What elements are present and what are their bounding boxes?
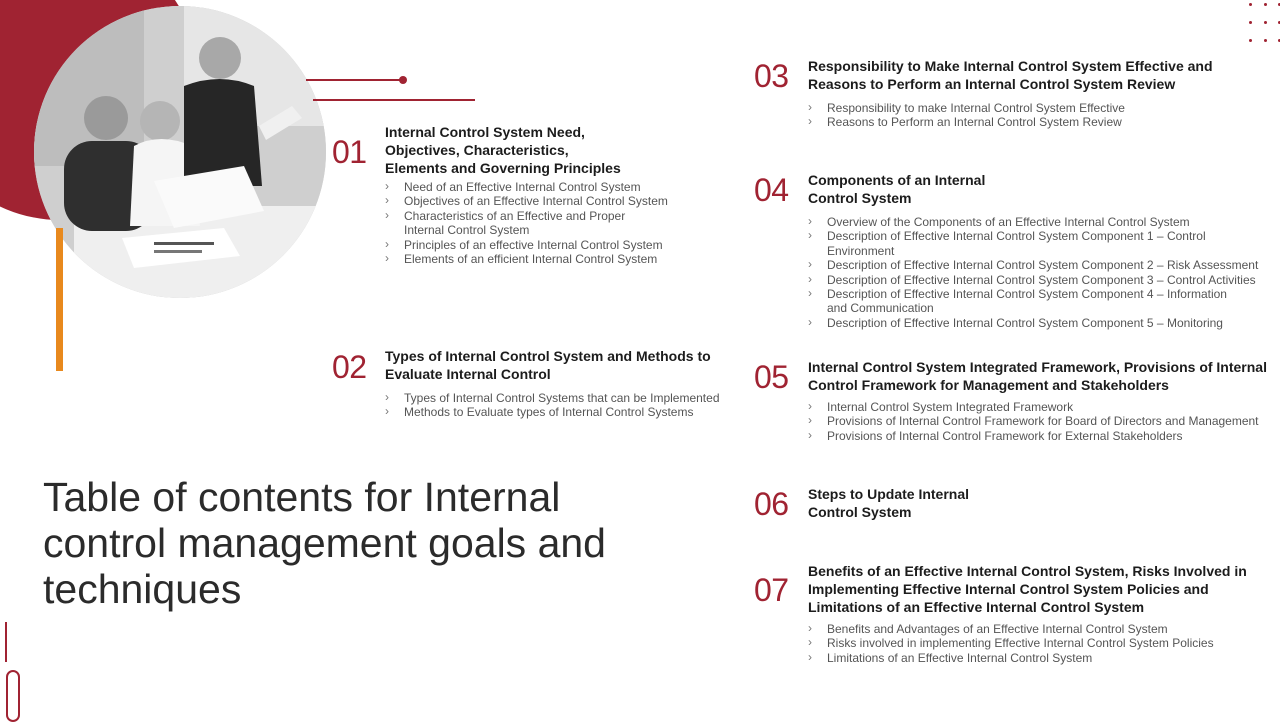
list-item[interactable]: › Elements of an efficient Internal Control System — [385, 252, 685, 266]
section-heading[interactable]: Types of Internal Control System and Methods to Evaluate Internal Control — [385, 348, 711, 382]
section-heading[interactable]: Internal Control System Integrated Framework, Provisions of Internal Control Framework for Management and Stakeholders — [808, 359, 1267, 393]
section-number: 05 — [754, 359, 789, 395]
section-number: 06 — [754, 486, 789, 522]
connector-line — [313, 99, 475, 101]
orange-accent-bar — [56, 228, 63, 371]
list-item[interactable]: › Description of Effective Internal Control System Component 5 – Monitoring — [808, 316, 1268, 330]
list-item[interactable]: › Reasons to Perform an Internal Control System Review — [808, 115, 1268, 129]
list-item[interactable]: › Principles of an effective Internal Control System — [385, 238, 685, 252]
list-item[interactable]: › Limitations of an Effective Internal Control System — [808, 651, 1268, 665]
connector-line — [306, 79, 402, 81]
list-item[interactable]: › Types of Internal Control Systems that can be Implemented — [385, 391, 735, 405]
list-item[interactable]: › Overview of the Components of an Effective Internal Control System — [808, 215, 1268, 229]
section-items — [385, 391, 735, 420]
list-item[interactable]: › Internal Control System Integrated Framework — [808, 400, 1278, 414]
section-items — [385, 180, 685, 266]
section-number: 04 — [754, 172, 789, 208]
list-item[interactable]: › Description of Effective Internal Control System Component 4 – Information and Communication — [808, 287, 1247, 316]
list-item[interactable]: › Description of Effective Internal Control System Component 1 – Control Environment — [808, 229, 1227, 258]
list-item[interactable]: › Objectives of an Effective Internal Control System — [385, 194, 685, 208]
list-item[interactable]: › Responsibility to make Internal Control System Effective — [808, 101, 1268, 115]
list-item[interactable]: › Characteristics of an Effective and Proper Internal Control System — [385, 209, 634, 238]
connector-dot — [399, 76, 407, 84]
list-item[interactable]: › Benefits and Advantages of an Effective Internal Control System — [808, 622, 1268, 636]
list-item[interactable]: › Provisions of Internal Control Framework for Board of Directors and Management — [808, 414, 1278, 428]
section-items — [808, 215, 1268, 330]
section-heading[interactable]: Steps to Update Internal Control System — [808, 486, 970, 520]
section-items — [808, 101, 1268, 130]
accent-pill — [6, 670, 20, 722]
list-item[interactable]: › Risks involved in implementing Effective Internal Control System Policies — [808, 636, 1268, 650]
people-reviewing-documents-icon — [34, 6, 326, 298]
section-number: 03 — [754, 58, 789, 94]
page-title: Table of contents for Internal control management goals and techniques — [43, 474, 606, 612]
section-number: 01 — [332, 134, 367, 170]
section-number: 07 — [754, 572, 789, 608]
section-heading[interactable]: Benefits of an Effective Internal Control System, Risks Involved in Implementing Effective Internal Control System Policies and Limitations of an Effective Internal Control System — [808, 563, 1247, 615]
accent-line — [5, 622, 7, 662]
dot-grid-decoration — [1247, 3, 1280, 43]
list-item[interactable]: › Description of Effective Internal Control System Component 2 – Risk Assessment — [808, 258, 1268, 272]
section-heading[interactable]: Internal Control System Need, Objectives, Characteristics, Elements and Governing Principles — [385, 124, 621, 176]
list-item[interactable]: › Methods to Evaluate types of Internal Control Systems — [385, 405, 735, 419]
section-number: 02 — [332, 349, 367, 385]
section-heading[interactable]: Components of an Internal Control System — [808, 172, 986, 206]
team-photo — [34, 6, 326, 298]
section-items — [808, 400, 1278, 443]
section-heading[interactable]: Responsibility to Make Internal Control System Effective and Reasons to Perform an Internal Control System Review — [808, 58, 1213, 92]
list-item[interactable]: › Description of Effective Internal Control System Component 3 – Control Activities — [808, 273, 1268, 287]
list-item[interactable]: › Need of an Effective Internal Control System — [385, 180, 685, 194]
section-items — [808, 622, 1268, 665]
list-item[interactable]: › Provisions of Internal Control Framework for External Stakeholders — [808, 429, 1278, 443]
